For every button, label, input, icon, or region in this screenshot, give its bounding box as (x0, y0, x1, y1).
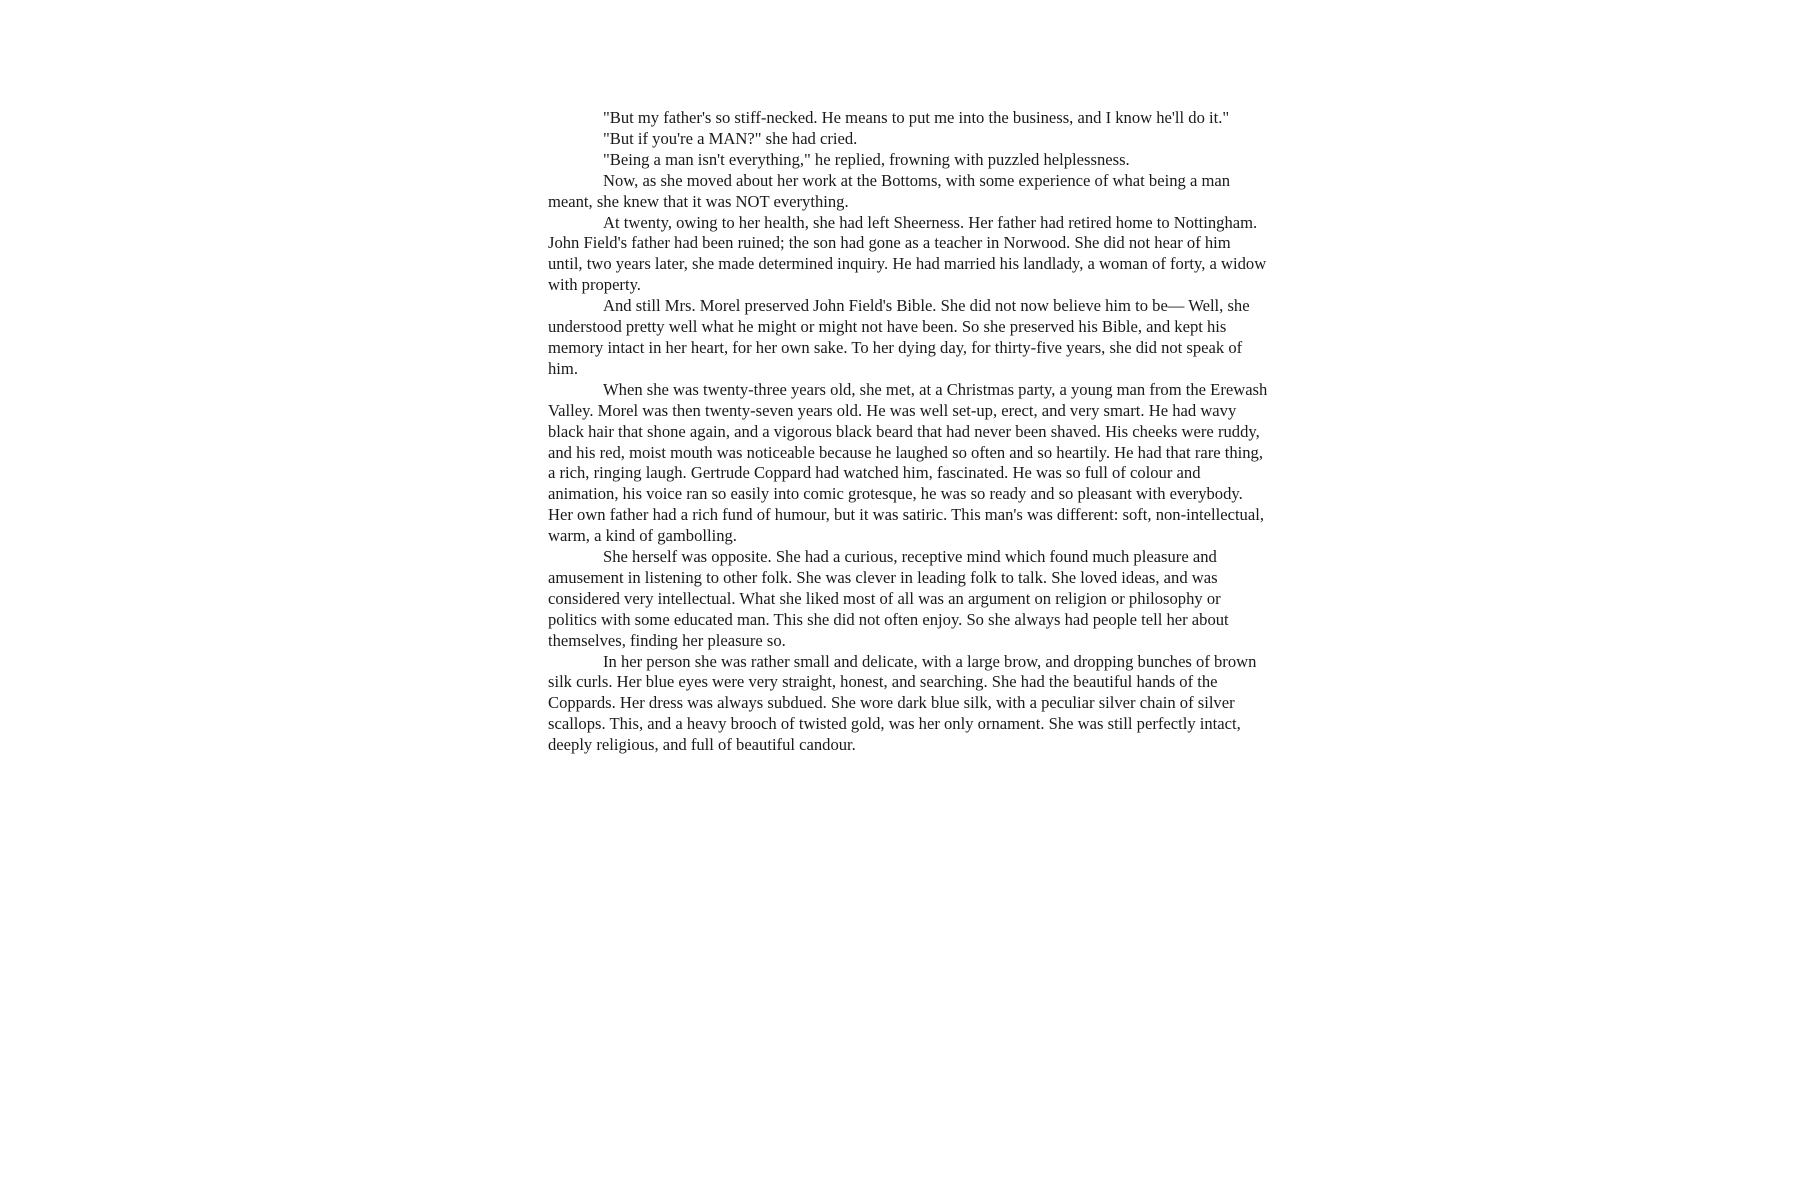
paragraph: At twenty, owing to her health, she had left Sheerness. Her father had retired home to Nottingham. John Field's father had been ruined; the son had gone as a teacher in Norwood. She did not hear of him until, two years later, she made determined inquiry. He had married his landlady, a woman of forty, a widow with property. (548, 212, 1267, 295)
paragraph: Now, as she moved about her work at the Bottoms, with some experience of what being a man meant, she knew that it was NOT everything. (548, 170, 1231, 211)
paragraph: "But my father's so stiff-necked. He means to put me into the business, and I know he'll do it." (603, 108, 1230, 127)
paragraph: "But if you're a MAN?" she had cried. (603, 128, 858, 148)
paragraph: In her person she was rather small and delicate, with a large brow, and dropping bunches of brown silk curls. Her blue eyes were very straight, honest, and searching. She had the beautiful hands of the Coppards. Her dress was always subdued. She wore dark blue silk, with a peculiar silver chain of silver scallops. This, and a heavy brooch of twisted gold, was her only ornament. She was still perfectly intact, deeply religious, and full of beautiful candour. (548, 651, 1257, 755)
paragraph: And still Mrs. Morel preserved John Field's Bible. She did not now believe him to be— Well, she understood pretty well what he might or might not have been. So she preserved his Bible, and kept his memory intact in her heart, for her own sake. To her dying day, for thirty-five years, she did not speak of him. (548, 296, 1250, 378)
paragraph: When she was twenty-three years old, she met, at a Christmas party, a young man from the Erewash Valley. Morel was then twenty-seven years old. He was well set-up, erect, and very smart. He had wavy black hair that shone again, and a vigorous black beard that had never been shaved. His cheeks were ruddy, and his red, moist mouth was noticeable because he laughed so often and so heartily. He had that rare thing, a rich, ringing laugh. Gertrude Coppard had watched him, fascinated. He was so full of colour and animation, his voice ran so easily into comic grotesque, he was so ready and so pleasant with everybody. Her own father had a rich fund of humour, but it was satiric. This man's was different: soft, non-intellectual, warm, a kind of gambolling. (548, 379, 1268, 546)
paragraph: "Being a man isn't everything," he replied, frowning with puzzled helplessness. (603, 149, 1130, 169)
document-page (548, 108, 1268, 756)
paragraph: She herself was opposite. She had a curious, receptive mind which found much pleasure and amusement in listening to other folk. She was clever in leading folk to talk. She loved ideas, and was considered very intellectual. What she liked most of all was an argument on religion or philosophy or politics with some educated man. This she did not often enjoy. So she always had people tell her about themselves, finding her pleasure so. (548, 547, 1229, 650)
